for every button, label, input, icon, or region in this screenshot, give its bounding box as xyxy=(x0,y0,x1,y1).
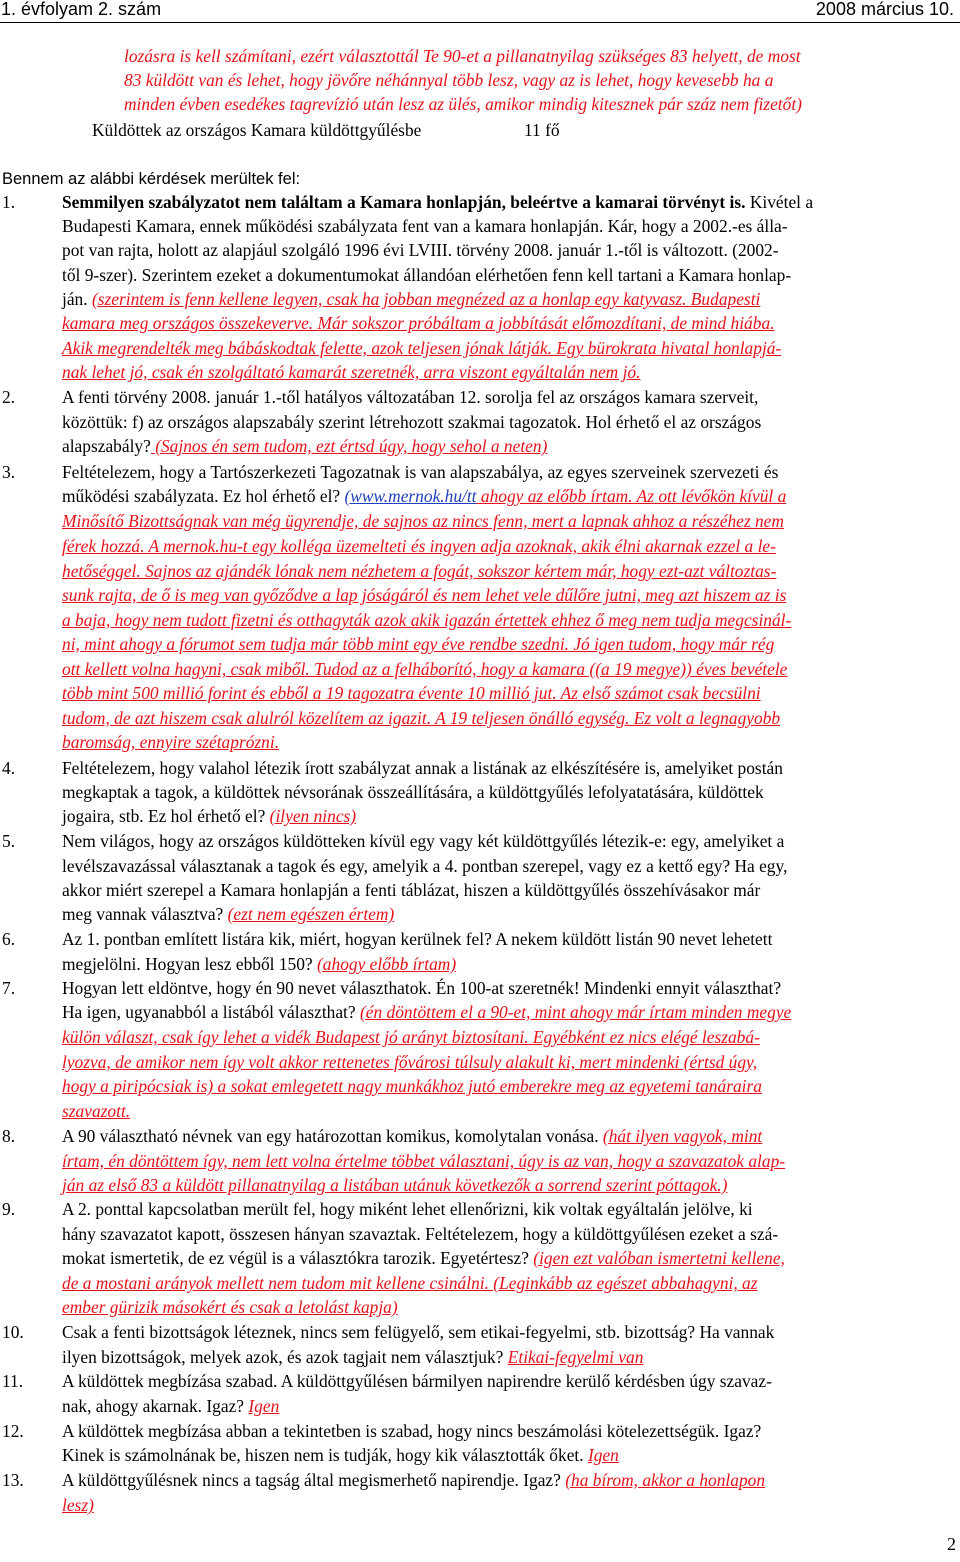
q3-line xyxy=(62,484,786,508)
q12-comment: Igen xyxy=(587,1445,619,1465)
item-number: 5. xyxy=(2,831,16,851)
q4-comment: (ilyen nincs) xyxy=(269,806,357,826)
q12-line xyxy=(62,1443,619,1467)
q1-line xyxy=(62,190,813,214)
q1-text: ján. xyxy=(62,289,92,309)
q7-comment-line: hogy a piripócsiak is) a sokat emlegetett nagy munkákhoz jutó emberekre meg az egyetemi tanáraira xyxy=(62,1076,762,1096)
item-number: 13. xyxy=(2,1470,24,1490)
q10-text: ilyen bizottságok, melyek azok, és azok tagjait nem választjuk? xyxy=(62,1347,508,1367)
q1-line: pot van rajta, holott az alapjául szolgáló 1996 évi LVIII. törvény 2008. január 1.-től is változott. (2002- xyxy=(62,240,779,260)
q9-line: hány szavazatot kapott, összesen hányan szavaztak. Feltételezem, hogy a küldöttgyűlésen ezeket a szá- xyxy=(62,1224,779,1244)
q10-line: Csak a fenti bizottságok léteznek, nincs sem felügyelő, sem etikai-fegyelmi, stb. bizottság? Ha vannak xyxy=(62,1322,775,1342)
q5-line xyxy=(62,902,394,926)
mernok-link[interactable]: (www.mernok.hu/tt xyxy=(344,486,477,506)
q3-comment-line: baromság, ennyire szétaprózni. xyxy=(62,732,280,752)
q9-line: A 2. ponttal kapcsolatban merült fel, hogy miként lehet ellenőrizni, kik voltak egyáltalán jelölve, ki xyxy=(62,1199,753,1219)
q2-line xyxy=(62,434,547,458)
q8-text: A 90 választható névnek van egy határozottan komikus, komolytalan vonása. xyxy=(62,1126,603,1146)
q3-comment-line: férek hozzá. A mernok.hu-t egy kolléga üzemelteti és ingyen adja azoknak, akik élni akarnak ezzel a le- xyxy=(62,536,776,556)
q3-comment-line: sunk rajta, de ő is meg van győződve a lap jóságáról és nem lehet vele dűlőre jutni, meg azt hiszem az is xyxy=(62,585,787,605)
q1-comment: (szerintem is fenn kellene legyen, csak ha jobban megnézed az a honlap egy katyvasz. Budapesti xyxy=(91,289,761,309)
q7-comment: (én döntöttem el a 90-et, mint ahogy már írtam minden megye xyxy=(359,1002,792,1022)
q5-comment: (ezt nem egészen értem) xyxy=(227,904,395,924)
q4-text: jogaira, stb. Ez hol érhető el? xyxy=(62,806,270,826)
q1-bold-text: Semmilyen szabályzatot nem találtam a Kamara honlapján, beleértve a kamarai törvényt is. xyxy=(62,192,746,212)
q4-line: Feltételezem, hogy valahol létezik írott szabályzat annak a listának az elkészítésére is, amelyiket postán xyxy=(62,758,783,778)
q7-comment-line: szavazott. xyxy=(62,1101,131,1121)
q6-text: megjelölni. Hogyan lesz ebből 150? xyxy=(62,954,318,974)
item-number: 10. xyxy=(2,1322,24,1342)
item-number: 4. xyxy=(2,758,16,778)
q1-line: Budapesti Kamara, ennek működési szabályzata fent van a kamara honlapján. Kár, hogy a 2002.-es álla- xyxy=(62,216,788,236)
item-number: 11. xyxy=(2,1371,24,1391)
q3-line: Feltételezem, hogy a Tartószerkezeti Tagozatnak is van alapszabálya, az egyes szerveinek szervezeti és xyxy=(62,462,779,482)
q13-line xyxy=(62,1468,765,1492)
item-number: 8. xyxy=(2,1126,16,1146)
q13-comment: (ha bírom, akkor a honlapon xyxy=(565,1470,766,1490)
q10-line xyxy=(62,1345,643,1369)
q4-line xyxy=(62,804,356,828)
intro-line: 83 küldött van és lehet, hogy jövőre néhánnyal több lesz, vagy az is lehet, hogy kevesebb ha a xyxy=(124,70,774,90)
q13-comment-line: lesz) xyxy=(62,1495,94,1515)
q2-line: közöttük: f) az országos alapszabály szerint létrehozott szakmai tagozatok. Hol érhető el az országos xyxy=(62,412,762,432)
q3-comment-line: több mint 500 millió forint és ebből a 19 tagozatra évente 10 millió jut. Az első számot csak becsülni xyxy=(62,683,761,703)
q3-comment-line: ott kellett volna hagyni, csak miből. Tudod az a felháborító, hogy a kamara ((a 19 megye)) éves bevétele xyxy=(62,659,788,679)
q8-line xyxy=(62,1124,762,1148)
item-number: 12. xyxy=(2,1421,24,1441)
q4-line: megkaptak a tagok, a küldöttek névsorának összeállítására, a küldöttgyűlés lefolyatatására, küldöttek xyxy=(62,782,764,802)
q8-comment: (hát ilyen vagyok, mint xyxy=(602,1126,763,1146)
q9-comment: (igen ezt valóban ismertetni kellene, xyxy=(533,1248,785,1268)
item-number: 2. xyxy=(2,387,16,407)
q6-line: Az 1. pontban említett listára kik, miért, hogyan kerülnek fel? A nekem küldött listán 90 nevet lehetett xyxy=(62,929,773,949)
q9-text: mokat ismertetik, de ez végül is a választókra tarozik. Egyetértesz? xyxy=(62,1248,534,1268)
q9-comment-line: de a mostani arányok mellett nem tudom mit kellene csinálni. (Leginkább az egészet abbahagyni, az xyxy=(62,1273,758,1293)
q10-comment: Etikai-fegyelmi van xyxy=(507,1347,644,1367)
q6-line xyxy=(62,952,456,976)
item-number: 7. xyxy=(2,978,16,998)
intro-line: lozásra is kell számítani, ezért választottál Te 90-et a pillanatnyilag szükséges 83 helyett, de most xyxy=(124,46,801,66)
item-number: 6. xyxy=(2,929,16,949)
q7-comment-line: külön választ, csak így lehet a vidék Budapest jó arányt biztosítani. Egyébként ez nics elégé leszabá- xyxy=(62,1027,760,1047)
q11-comment: Igen xyxy=(248,1396,280,1416)
q12-line: A küldöttek megbízása abban a tekintetben is szabad, hogy nincs beszámolási kötelezettségük. Igaz? xyxy=(62,1421,762,1441)
q3-comment: ahogy az előbb írtam. Az ott lévőkön kívül a xyxy=(476,486,787,506)
q2-comment: (Sajnos én sem tudom, ezt értsd úgy, hogy sehol a neten) xyxy=(150,436,548,456)
q1-text: Kivétel a xyxy=(745,192,814,212)
q1-comment-line: nak lehet jó, csak én szolgáltató kamarát szeretnék, arra viszont egyáltalán nem jó. xyxy=(62,362,641,382)
intro-line: minden évben esedékes tagrevízió után lesz az ülés, amikor mindig kitesznek pár száz nem fizetőt) xyxy=(124,94,802,114)
q5-line: Nem világos, hogy az országos küldötteken kívül egy vagy két küldöttgyűlés létezik-e: egy, amelyiket a xyxy=(62,831,785,851)
q1-comment-line: kamara meg országos összekeverve. Már sokszor próbáltam a jobbítását előmozdítani, de mind hiába. xyxy=(62,313,775,333)
delegates-label: Küldöttek az országos Kamara küldöttgyűlésbe xyxy=(92,120,422,140)
q5-line: levélszavazással választanak a tagok és egy, amelyik a 4. pontban szerepel, vagy ez a kettő egy? Ha egy, xyxy=(62,856,788,876)
q7-line: Hogyan lett eldöntve, hogy én 90 nevet választhatok. Én 100-at szeretnék! Mindenki ennyit választhat? xyxy=(62,978,782,998)
q9-comment-line: ember gürizik másokért és csak a letolást kapja) xyxy=(62,1297,398,1317)
q3-comment-line: ni, mint ahogy a fórumot sem tudja már több mint egy éve rendbe szedni. Jó igen tudom, hogy már rég xyxy=(62,634,775,654)
q7-text: Ha igen, ugyanabból a listából választhat? xyxy=(62,1002,360,1022)
item-number: 9. xyxy=(2,1199,16,1219)
q7-comment-line: lyozva, de amikor nem így volt akkor rettenetes fővárosi túlsuly alakult ki, mert mindenki (értsd úgy, xyxy=(62,1052,758,1072)
item-number: 1. xyxy=(2,192,16,212)
q1-line xyxy=(62,287,760,311)
q3-comment-line: Minősítő Bizottságnak van még ügyrendje, de sajnos az nincs fenn, mert a lapnak ahhoz a részéhez nem xyxy=(62,511,784,531)
q5-line: akkor miért szerepel a Kamara honlapján a fenti táblázat, hiszen a küldöttgyűlés összehívásakor már xyxy=(62,880,761,900)
q11-line xyxy=(62,1394,279,1418)
q11-text: nak, ahogy akarnak. Igaz? xyxy=(62,1396,249,1416)
q3-text: működési szabályzata. Ez hol érhető el? xyxy=(62,486,345,506)
q11-line: A küldöttek megbízása szabad. A küldöttgyűlésen bármilyen napirendre kerülő kérdésben úgy szavaz- xyxy=(62,1371,772,1391)
q9-line xyxy=(62,1246,785,1270)
q3-comment-line: tudom, de azt hiszem csak alulról közelítem az igazit. A 19 teljesen önálló egység. Ez volt a legnagyobb xyxy=(62,708,781,728)
q6-comment: (ahogy előbb írtam) xyxy=(317,954,457,974)
page-number: 2 xyxy=(947,1534,956,1554)
q2-line: A fenti törvény 2008. január 1.-től hatályos változatában 12. sorolja fel az országos kamara szerveit, xyxy=(62,387,759,407)
q8-comment-line: ján az első 83 a küldött pillanatnyilag a listában utánuk következők a sorrend szerint póttagok.) xyxy=(62,1175,728,1195)
q3-comment-line: hetőséggel. Sajnos az ajándék lónak nem nézhetem a fogát, sokszor kértem már, hogy ezt-azt változtas- xyxy=(62,561,777,581)
q2-text: alapszabály? xyxy=(62,436,151,456)
issue-date: 2008 március 10. xyxy=(815,0,954,19)
item-number: 3. xyxy=(2,462,16,482)
q1-line: től 9-szer). Szerintem ezeket a dokumentumokat állandóan elérhetően fenn kell tartani a Kamara honlap- xyxy=(62,265,792,285)
issue-label: 1. évfolyam 2. szám xyxy=(1,0,162,19)
q7-line xyxy=(62,1000,791,1024)
q3-comment-line: a baja, hogy nem tudott fizetni és otthagyták azok akik igazán értettek ehhez ő meg nem tudja megcsinál- xyxy=(62,610,792,630)
q5-text: meg vannak választva? xyxy=(62,904,228,924)
questions-heading: Bennem az alábbi kérdések merültek fel: xyxy=(2,170,301,188)
q8-comment-line: írtam, én döntöttem így, nem lett volna értelme többet választani, úgy is az van, hogy a szavazatok alap- xyxy=(62,1151,786,1171)
q13-text: A küldöttgyűlésnek nincs a tagság által megismerhető napirendje. Igaz? xyxy=(62,1470,566,1490)
delegates-count: 11 fő xyxy=(524,120,560,140)
q12-text: Kinek is számolnának be, hiszen nem is tudják, hogy kik választották őket. xyxy=(62,1445,588,1465)
q1-comment-line: Akik megrendelték meg bábáskodtak felette, azok teljesen jónak látják. Egy bürokrata hivatal honlapjá- xyxy=(62,338,782,358)
